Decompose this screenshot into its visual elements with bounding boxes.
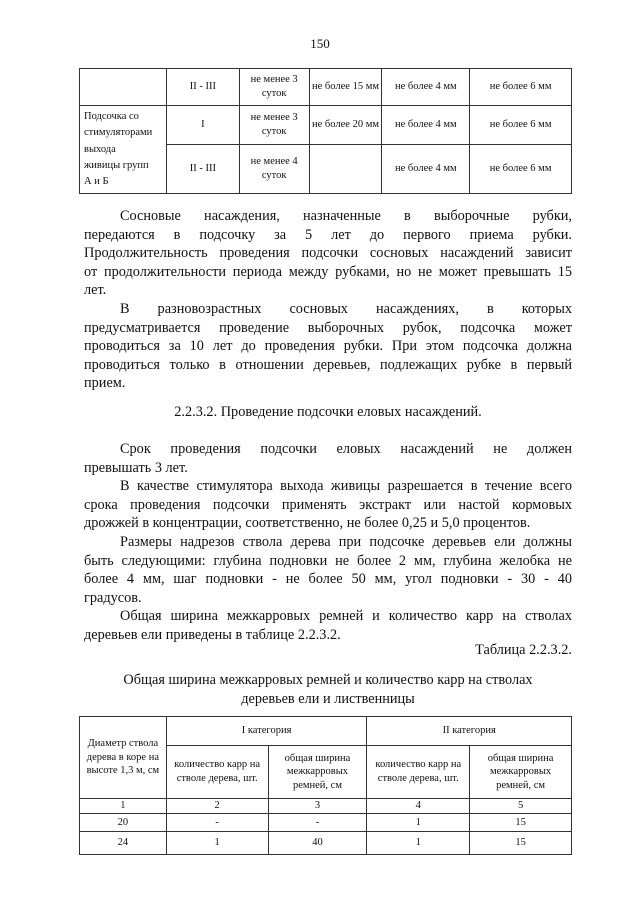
table-cell: не более 6 мм bbox=[470, 106, 572, 145]
header-cell: общая ширина межкарровых ремней, см bbox=[268, 746, 367, 799]
top-table bbox=[79, 68, 572, 194]
table-row bbox=[80, 106, 572, 145]
table-cell: не менее 3 суток bbox=[239, 106, 309, 145]
table-caption: Таблица 2.2.3.2. bbox=[475, 642, 572, 658]
table-cell: 20 bbox=[80, 814, 167, 832]
table-cell: 15 bbox=[470, 832, 572, 855]
table-cell: II - III bbox=[166, 145, 239, 194]
table-cell: 4 bbox=[367, 799, 470, 814]
table-cell: 1 bbox=[80, 799, 167, 814]
table-cell: не более 4 мм bbox=[382, 145, 470, 194]
table-cell: 1 bbox=[367, 814, 470, 832]
table-cell: 15 bbox=[470, 814, 572, 832]
carr-table bbox=[79, 716, 572, 855]
paragraph: В разновозрастных сосновых насаждениях, в которых предусматривается проведение выборочных рубок, подсочка может проводиться за 10 лет до проведения рубки. При этом подсочка должна проводиться только в отношении деревьев, подлежащих рубке в первый прием. bbox=[84, 301, 572, 392]
table-cell: 2 bbox=[166, 799, 268, 814]
table-cell: не более 6 мм bbox=[470, 69, 572, 106]
paragraph: Срок проведения подсочки еловых насаждений не должен превышать 3 лет. bbox=[84, 441, 572, 476]
table-row bbox=[80, 814, 572, 832]
table-row bbox=[80, 799, 572, 814]
table-cell: не более 20 мм bbox=[309, 106, 382, 145]
header-cell: II категория bbox=[367, 717, 572, 746]
table-cell: 1 bbox=[166, 832, 268, 855]
table-cell: не более 15 мм bbox=[309, 69, 382, 106]
paragraph: Сосновые насаждения, назначенные в выборочные рубки, передаются в подсочку за 5 лет до первого приема рубки. Продолжительность проведения подсочки сосновых насаждений зависит от продолжительности периода между рубками, но не может превышать 15 лет. bbox=[84, 208, 572, 299]
table-cell: 1 bbox=[367, 832, 470, 855]
header-cell: общая ширина межкарровых ремней, см bbox=[470, 746, 572, 799]
table-cell: 3 bbox=[268, 799, 367, 814]
table-cell: не более 4 мм bbox=[382, 69, 470, 106]
header-cell: Диаметр ствола дерева в коре на высоте 1,3 м, см bbox=[80, 717, 167, 799]
page-number: 150 bbox=[310, 36, 330, 51]
table-header-row bbox=[80, 717, 572, 746]
row-label-cell: Подсочка со стимуляторами выхода живицы групп А и Б bbox=[80, 106, 167, 194]
header-cell: I категория bbox=[166, 717, 367, 746]
table-cell: II - III bbox=[166, 69, 239, 106]
section-heading: 2.2.3.2. Проведение подсочки еловых насаждений. bbox=[174, 404, 482, 420]
table-cell: - bbox=[268, 814, 367, 832]
table-cell: не более 4 мм bbox=[382, 106, 470, 145]
header-cell: количество карр на стволе дерева, шт. bbox=[367, 746, 470, 799]
table-cell: I bbox=[166, 106, 239, 145]
table-cell: не менее 4 суток bbox=[239, 145, 309, 194]
table-cell: 40 bbox=[268, 832, 367, 855]
table-title: Общая ширина межкарровых ремней и количество карр на стволах деревьев ели и лиственницы bbox=[123, 672, 533, 707]
table-cell bbox=[80, 69, 167, 106]
paragraph: Общая ширина межкарровых ремней и количество карр на стволах деревьев ели приведены в таблице 2.2.3.2. bbox=[84, 608, 572, 643]
table-cell: 5 bbox=[470, 799, 572, 814]
table-cell: не более 6 мм bbox=[470, 145, 572, 194]
paragraph: В качестве стимулятора выхода живицы разрешается в течение всего срока проведения подсочки применять экстракт или настой кормовых дрожжей в концентрации, соответственно, не более 0,25 и 5,0 процентов. bbox=[84, 478, 572, 532]
table-cell: 24 bbox=[80, 832, 167, 855]
table-row bbox=[80, 69, 572, 106]
header-cell: количество карр на стволе дерева, шт. bbox=[166, 746, 268, 799]
paragraph: Размеры надрезов ствола дерева при подсочке деревьев ели должны быть следующими: глубина подновки не более 2 мм, глубина желобка не более 4 мм, шаг подновки - не более 50 мм, угол подновки - 30 - 40 градусов. bbox=[84, 534, 572, 606]
table-cell: не менее 3 суток bbox=[239, 69, 309, 106]
table-cell bbox=[309, 145, 382, 194]
table-cell: - bbox=[166, 814, 268, 832]
table-row bbox=[80, 832, 572, 855]
